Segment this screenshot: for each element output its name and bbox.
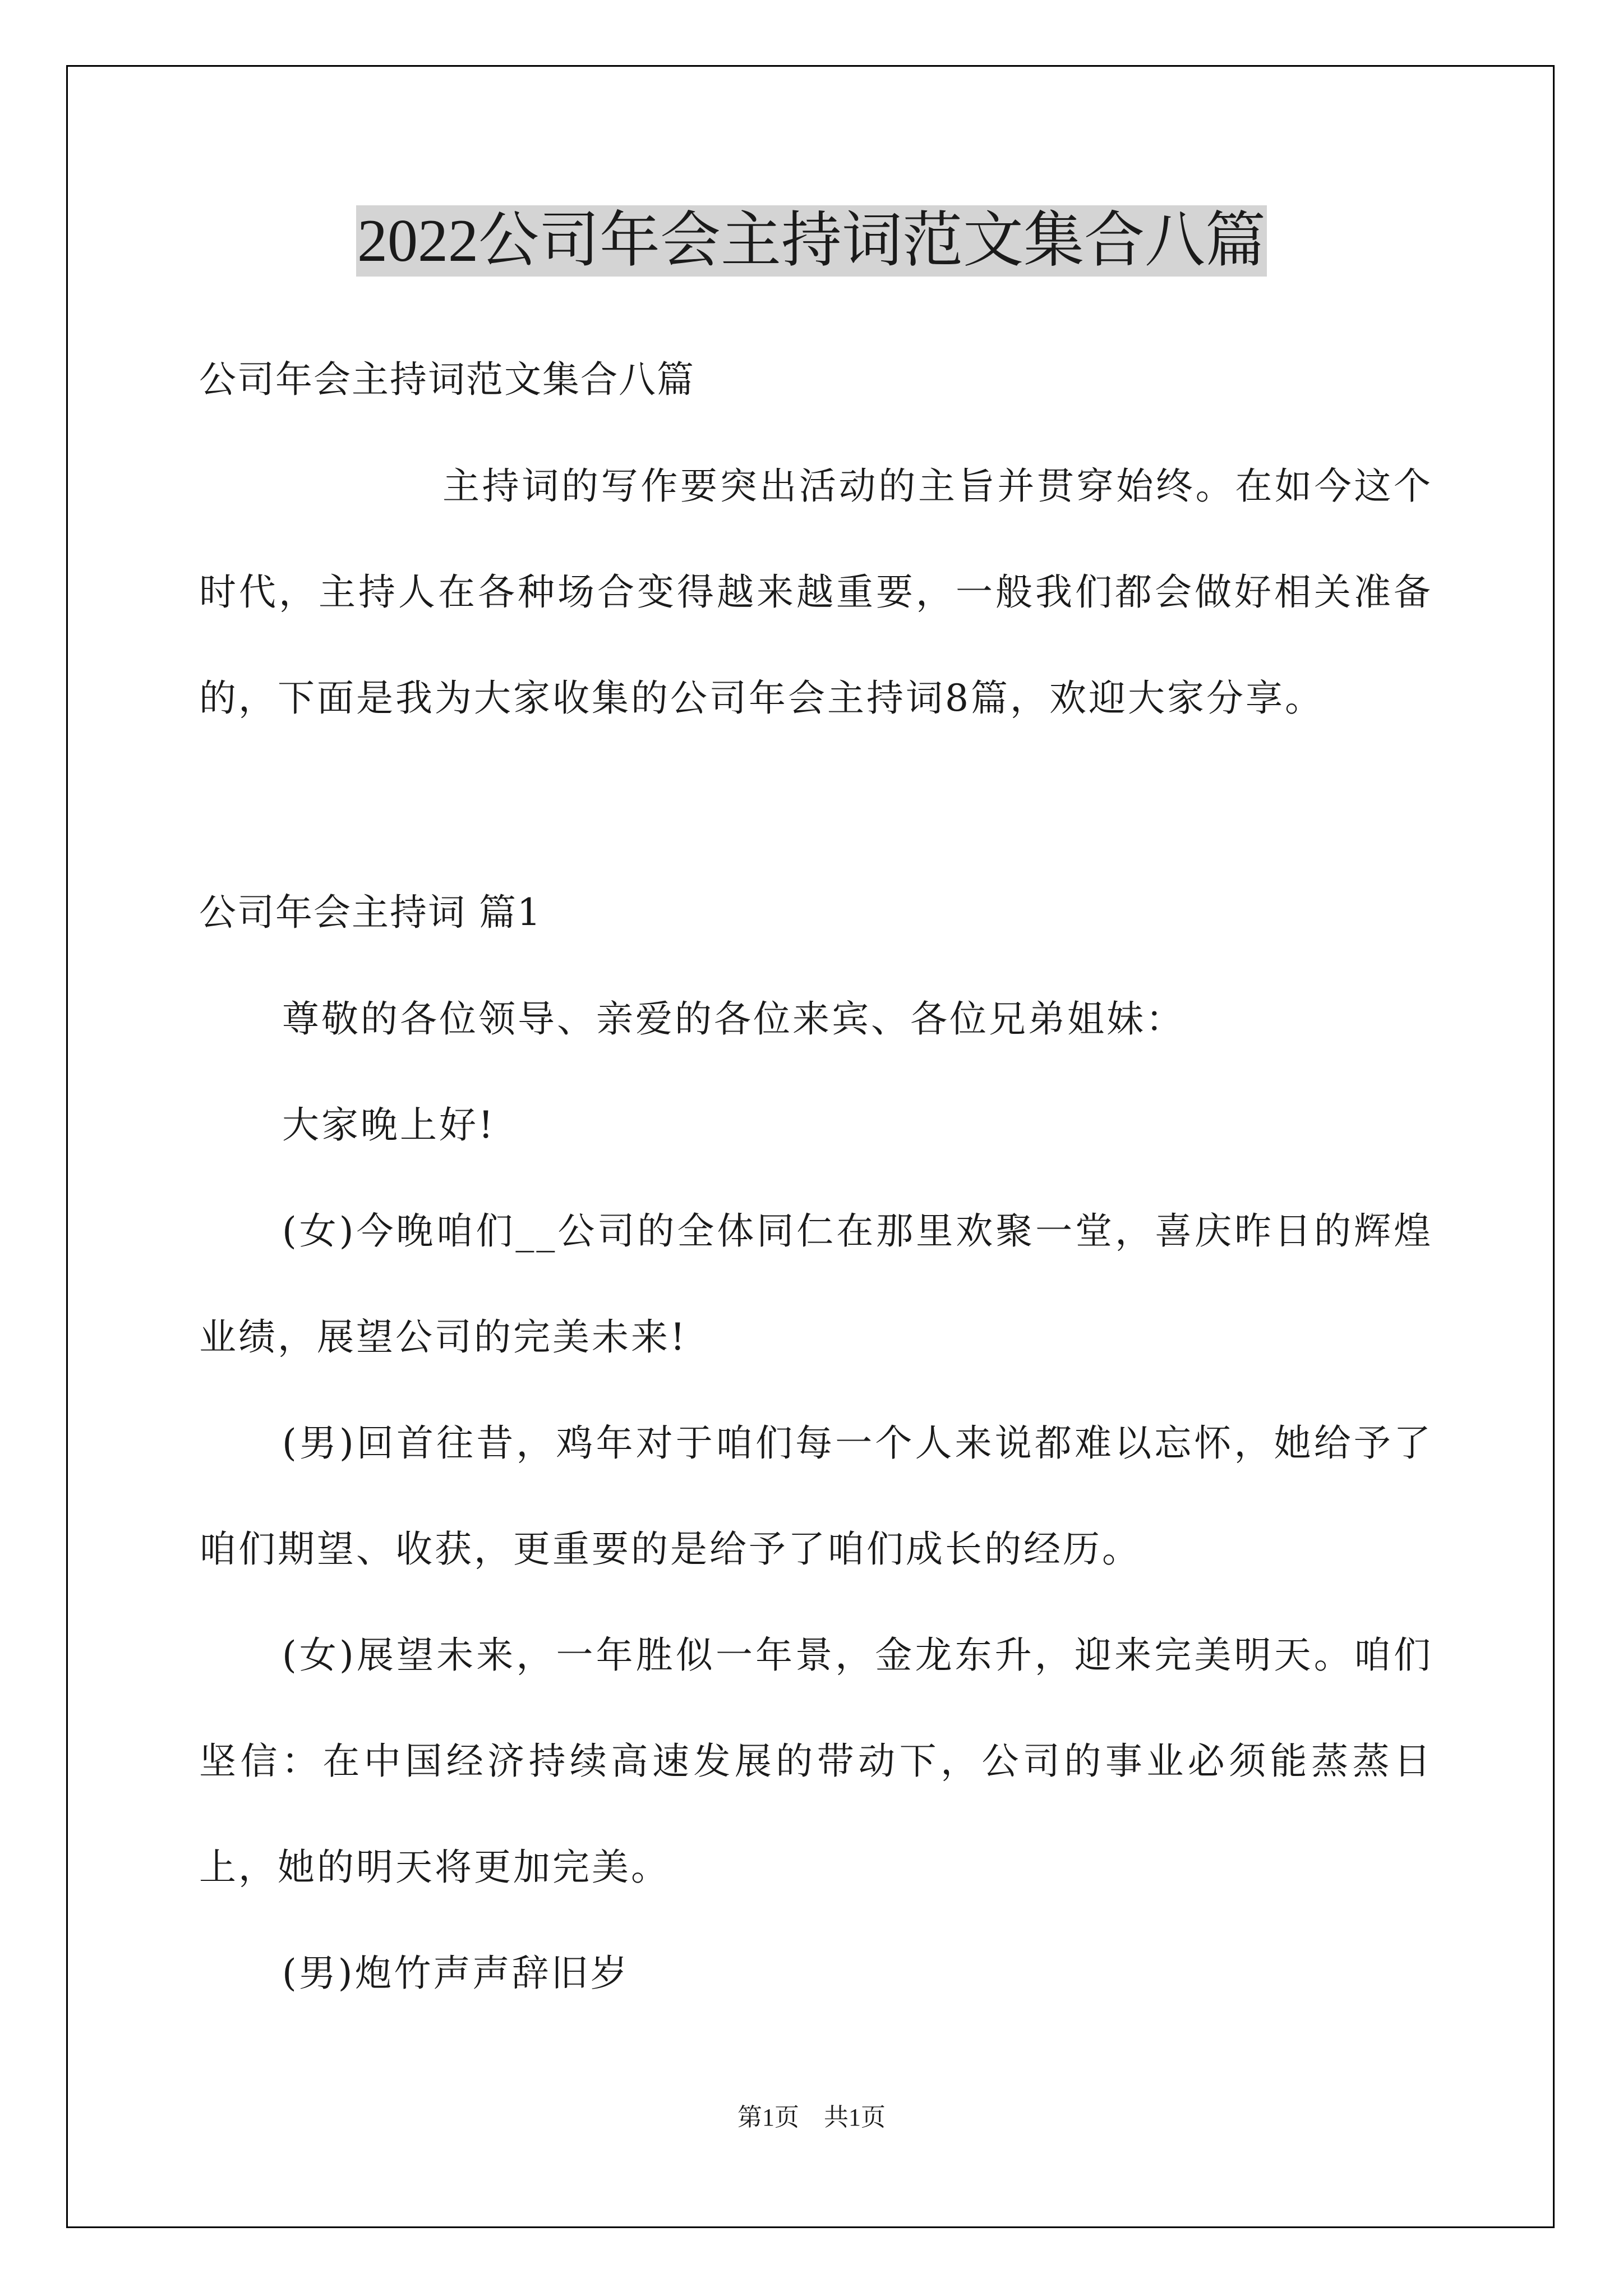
paragraph-male-1: (男)回首往昔，鸡年对于咱们每一个人来说都难以忘怀，她给予了咱们期望、收获，更重要的是给予了咱们成长的经历。 — [199, 1421, 1433, 1571]
document-title-text: 2022公司年会主持词范文集合八篇 — [356, 205, 1267, 277]
intro-paragraph: 主持词的写作要突出活动的主旨并贯穿始终。在如今这个时代，主持人在各种场合变得越来越重要，一般我们都会做好相关准备的，下面是我为大家收集的公司年会主持词8篇，欢迎大家分享。 — [199, 464, 1433, 720]
section-heading: 公司年会主持词 篇1 — [199, 891, 542, 934]
paragraph-male-2: (男)炮竹声声辞旧岁 — [282, 1952, 630, 1995]
paragraph-good-evening: 大家晚上好! — [282, 1103, 496, 1147]
paragraph-greeting: 尊敬的各位领导、亲爱的各位来宾、各位兄弟姐妹： — [282, 997, 1185, 1041]
document-title — [0, 202, 1623, 280]
paragraph-female-2: (女)展望未来，一年胜似一年景，金龙东升，迎来完美明天。咱们坚信：在中国经济持续高速发展的带动下，公司的事业必须能蒸蒸日上，她的明天将更加完美。 — [199, 1634, 1433, 1889]
paragraph-female-1: (女)今晚咱们__公司的全体同仁在那里欢聚一堂，喜庆昨日的辉煌业绩，展望公司的完美未来! — [199, 1209, 1433, 1359]
page-number-footer: 第1页 共1页 — [737, 2104, 886, 2131]
document-subtitle: 公司年会主持词范文集合八篇 — [199, 358, 695, 401]
